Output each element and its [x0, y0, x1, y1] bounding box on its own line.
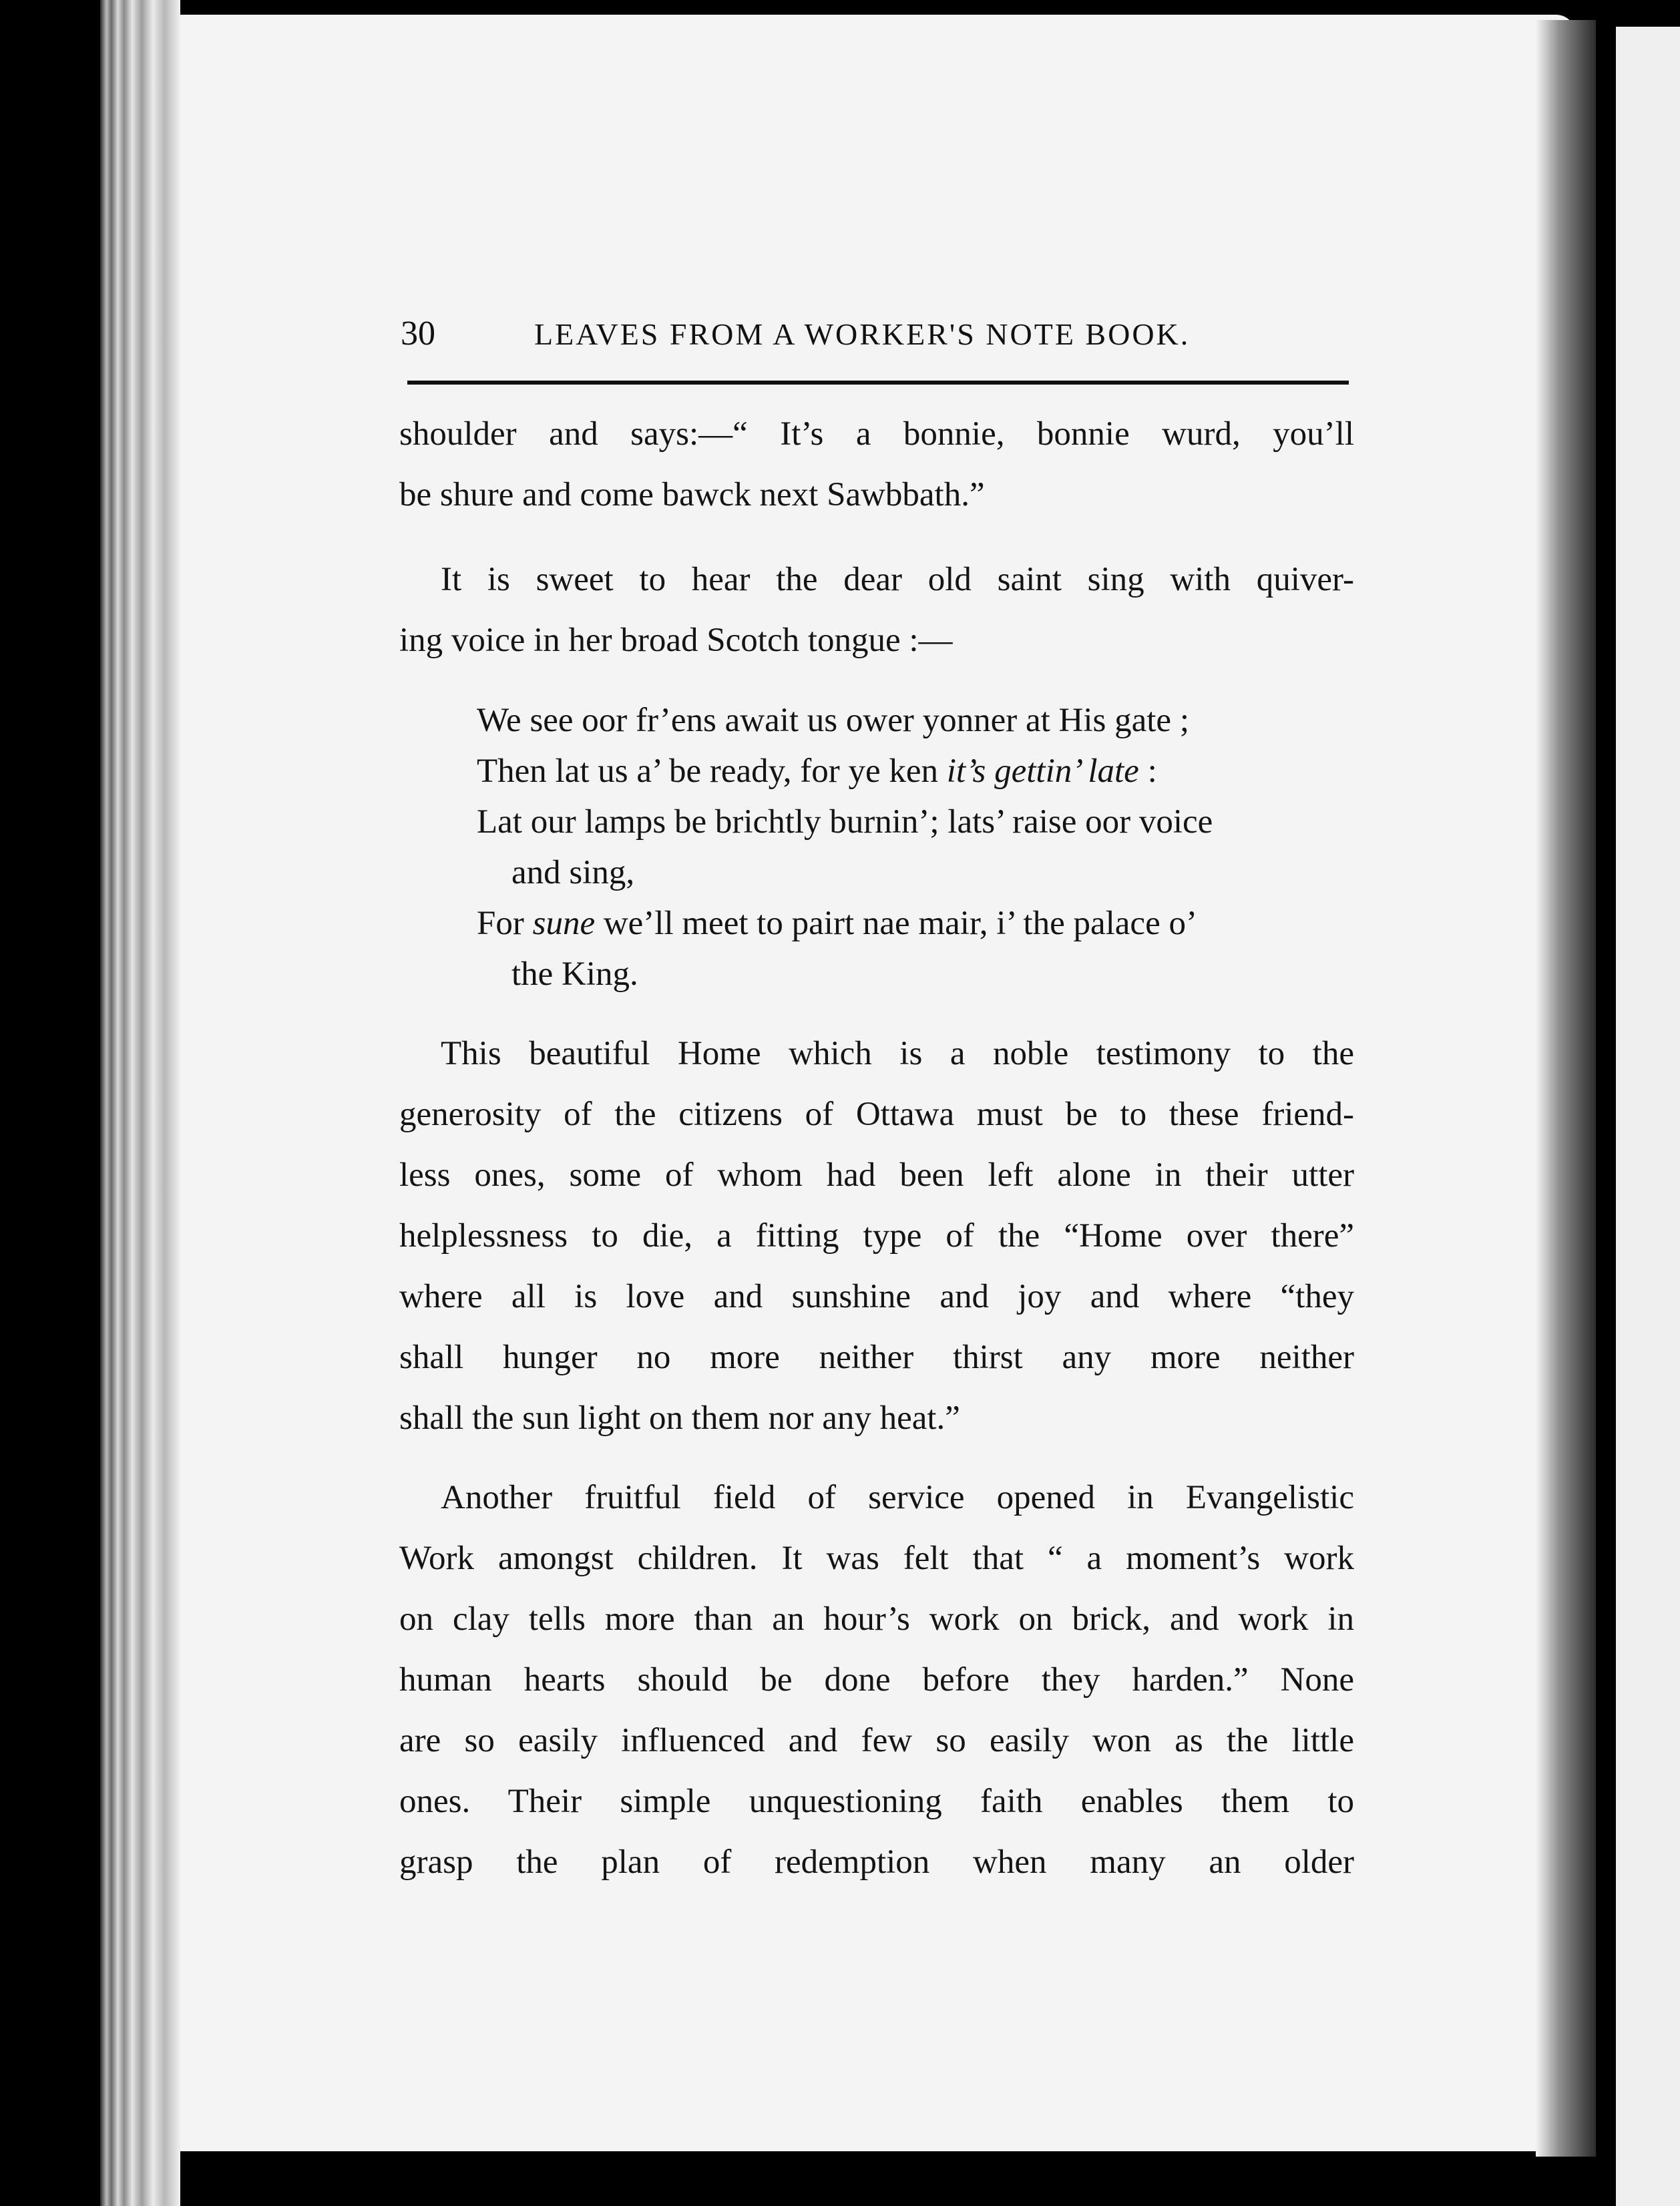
verse-line: For sune we’ll meet to pairt nae mair, i’ the palace o’	[477, 905, 1197, 942]
text-line: human hearts should be done before they harden.” None	[399, 1661, 1354, 1699]
verse-italic: it’s gettin’ late	[946, 752, 1139, 790]
text-line: helplessness to die, a fitting type of the “Home over there”	[399, 1217, 1354, 1255]
verse-block	[399, 695, 1354, 1000]
verse-line: the King.	[511, 955, 638, 993]
verse-line: Then lat us a’ be ready, for ye ken it’s gettin’ late :	[477, 752, 1157, 790]
verse-line: and sing,	[511, 854, 635, 891]
next-page-edge	[1616, 27, 1680, 2206]
running-title: LEAVES FROM A WORKER'S NOTE BOOK.	[534, 317, 1191, 351]
text-line: Another fruitful field of service opened in Evangelistic	[441, 1479, 1354, 1516]
paragraph-4	[399, 1468, 1354, 1893]
verse-line: We see oor fr’ens await us ower yonner at His gate ;	[477, 702, 1189, 739]
page-gutter-shadow	[1536, 20, 1596, 2157]
text-line: where all is love and sunshine and joy and where “they	[399, 1278, 1354, 1315]
text-line: ones. Their simple unquestioning faith enables them to	[399, 1783, 1354, 1820]
text-line: shoulder and says:—“ It’s a bonnie, bonnie wurd, you’ll	[399, 415, 1354, 453]
text-line: be shure and come bawck next Sawbbath.”	[399, 476, 985, 513]
text-line: shall hunger no more neither thirst any more neither	[399, 1339, 1354, 1376]
book-page-edges	[100, 0, 180, 2206]
text-line: This beautiful Home which is a noble testimony to the	[441, 1035, 1354, 1072]
verse-line: Lat our lamps be brichtly burnin’; lats’ raise oor voice	[477, 803, 1213, 841]
text-line: Work amongst children. It was felt that “ a moment’s work	[399, 1540, 1354, 1577]
text-line: shall the sun light on them nor any heat.”	[399, 1399, 960, 1437]
body-text	[399, 404, 1354, 1893]
text-line: ing voice in her broad Scotch tongue :—	[399, 622, 953, 659]
text-line: generosity of the citizens of Ottawa must be to these friend-	[399, 1096, 1354, 1133]
text-line: are so easily influenced and few so easily won as the little	[399, 1722, 1354, 1759]
paragraph-2	[399, 549, 1354, 671]
verse-italic: sune	[532, 905, 596, 942]
text-line: less ones, some of whom had been left alone in their utter	[399, 1156, 1354, 1194]
text-line: It is sweet to hear the dear old saint sing with quiver-	[441, 561, 1354, 598]
paragraph-1	[399, 404, 1354, 525]
text-line: on clay tells more than an hour’s work on brick, and work in	[399, 1600, 1354, 1638]
running-head	[401, 314, 1349, 353]
page-number: 30	[401, 314, 435, 353]
header-rule	[407, 381, 1349, 385]
text-line: grasp the plan of redemption when many an older	[399, 1843, 1354, 1881]
paragraph-3	[399, 1024, 1354, 1449]
